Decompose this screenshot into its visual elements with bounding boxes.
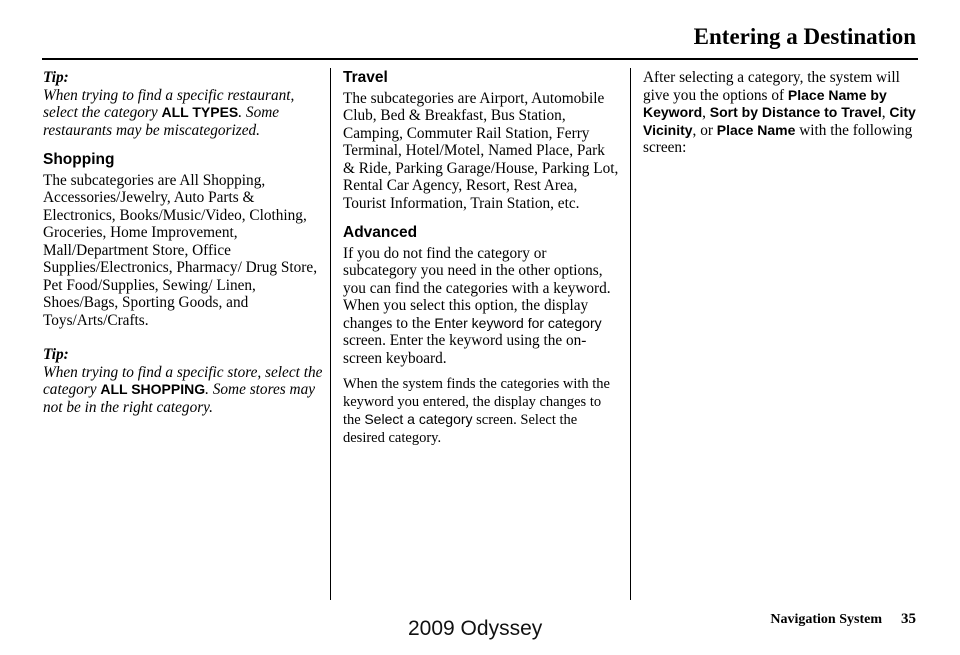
- body-text: When the system finds the categories with the keyword you entered, the display changes to the: [343, 376, 610, 428]
- header-rule: [42, 58, 918, 60]
- option-sort-by-distance: Sort by Distance to Travel: [709, 104, 882, 120]
- page-number: 35: [901, 611, 916, 627]
- body-text: screen. Select the desired category.: [343, 412, 578, 446]
- tip-text: When trying to find a specific store, select the category: [43, 363, 323, 398]
- option-city-vicinity: City Vicinity: [643, 104, 916, 138]
- body-text: After selecting a category, the system will give you the options of: [643, 69, 900, 104]
- keyword-all-shopping: ALL SHOPPING: [100, 381, 206, 397]
- column-divider-1: [330, 68, 331, 600]
- option-place-name: Place Name: [716, 121, 796, 138]
- finds-paragraph: [343, 376, 619, 447]
- section-heading-travel: Travel: [343, 69, 388, 86]
- tip-text: . Some stores may not be in the right category.: [43, 381, 316, 416]
- shopping-paragraph: The subcategories are All Shopping, Accessories/Jewelry, Auto Parts & Electronics, Books/Music/Video, Clothing, Groceries, Home Improvement, Mall/Department Store, Office Supplies/Electronics, Pharmacy/ Drug Store, Pet Food/Supplies, Sewing/ Linen, Shoes/Bags, Sporting Goods, and Toys/Arts/Crafts.: [43, 171, 318, 329]
- tip-text: . Some restaurants may be miscategorized.: [43, 104, 280, 139]
- option-place-name-by-keyword: Place Name by Keyword: [643, 86, 887, 120]
- screen-name-select-category: Select a category: [364, 411, 473, 427]
- body-text: If you do not find the category or subcategory you need in the other options, you can find the categories with a keyword. When you select this option, the display changes to the: [343, 244, 611, 332]
- section-heading-advanced: Advanced: [343, 224, 418, 241]
- body-text: with the following screen:: [643, 121, 913, 156]
- separator: ,: [881, 104, 890, 121]
- body-text: screen. Enter the keyword using the on-screen keyboard.: [343, 332, 587, 367]
- tip-label: Tip:: [43, 346, 69, 363]
- travel-paragraph: The subcategories are Airport, Automobile Club, Bed & Breakfast, Bus Station, Camping, Commuter Rail Station, Ferry Terminal, Hotel/Motel, Named Place, Park & Ride, Parking Garage/House, Parking Lot, Rental Car Agency, Resort, Rest Area, Tourist Information, Train Station, etc.: [343, 89, 619, 212]
- column-1: [43, 69, 325, 416]
- page-title: Entering a Destination: [693, 24, 916, 49]
- watermark: 2009 Odyssey: [408, 617, 543, 640]
- footer-label: Navigation System: [770, 612, 882, 627]
- column-3: [643, 69, 919, 157]
- advanced-paragraph: [343, 245, 619, 368]
- tip-text: When trying to find a specific restaurant, select the category: [43, 86, 295, 121]
- column-divider-2: [630, 68, 631, 600]
- separator: ,: [702, 104, 710, 121]
- section-heading-shopping: Shopping: [43, 151, 115, 168]
- keyword-all-types: ALL TYPES: [161, 104, 239, 120]
- tip-label: Tip:: [43, 69, 69, 86]
- tip-store: [43, 364, 325, 417]
- screen-name-enter-keyword: Enter keyword for category: [434, 314, 602, 331]
- column-2: [343, 69, 619, 447]
- tip-restaurant: [43, 87, 325, 140]
- separator: , or: [692, 121, 717, 139]
- options-paragraph: [643, 69, 919, 157]
